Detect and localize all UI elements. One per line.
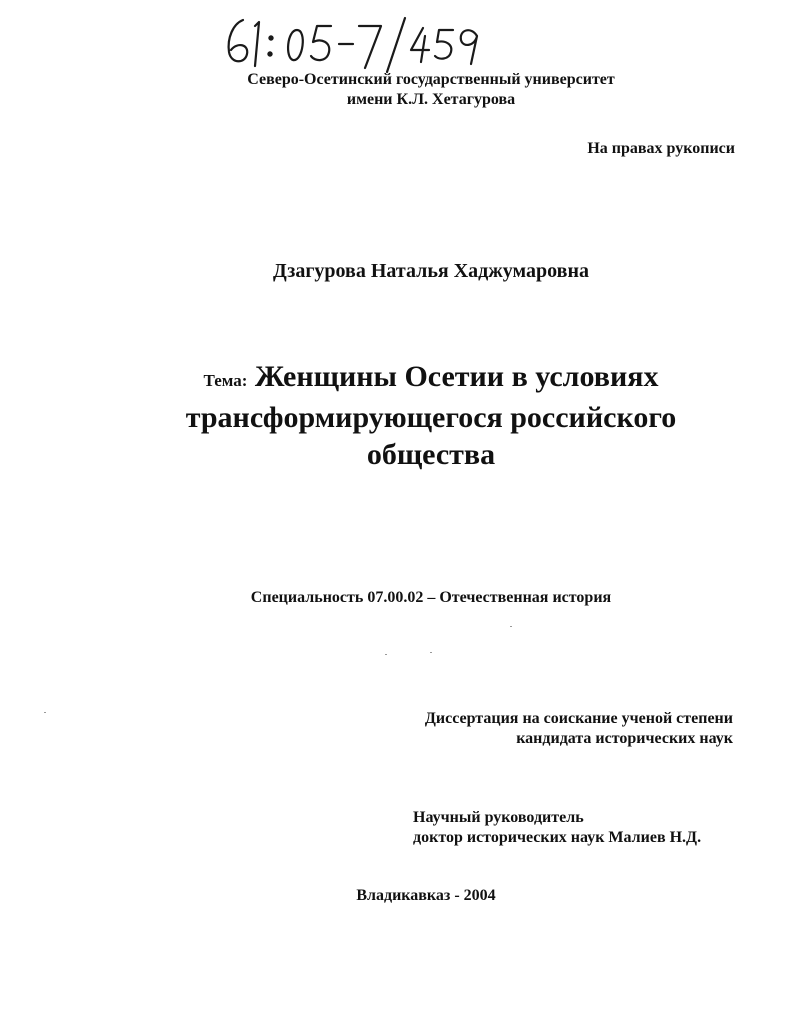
title-line-3: общества (366, 438, 496, 471)
degree-description (425, 709, 733, 749)
handwritten-catalog-stamp (215, 14, 485, 74)
topic-label: Тема: (203, 371, 248, 390)
manuscript-rights-notice: На правах рукописи (587, 140, 735, 157)
university-name: Северо-Осетинский государственный университет (247, 71, 615, 88)
degree-line-2: кандидата исторических наук (516, 730, 733, 747)
scientific-supervisor (413, 808, 701, 848)
title-line-2: трансформирующегося российского (185, 401, 677, 434)
scan-speck (510, 626, 512, 627)
author-name: Дзагурова Наталья Хаджумаровна (273, 260, 589, 282)
dissertation-title (0, 358, 799, 473)
supervisor-name: доктор исторических наук Малиев Н.Д. (413, 829, 702, 846)
specialty-line: Специальность 07.00.02 – Отечественная история (250, 589, 612, 606)
university-header (0, 70, 799, 110)
scan-speck (385, 654, 387, 655)
title-line-1: Женщины Осетии в условиях (254, 360, 659, 393)
city-and-year: Владикавказ - 2004 (356, 887, 496, 904)
scan-speck (430, 652, 432, 653)
university-named-after: имени К.Л. Хетагурова (346, 91, 516, 108)
supervisor-label: Научный руководитель (413, 809, 584, 826)
degree-line-1: Диссертация на соискание ученой степени (424, 710, 733, 727)
scan-speck (44, 712, 46, 713)
